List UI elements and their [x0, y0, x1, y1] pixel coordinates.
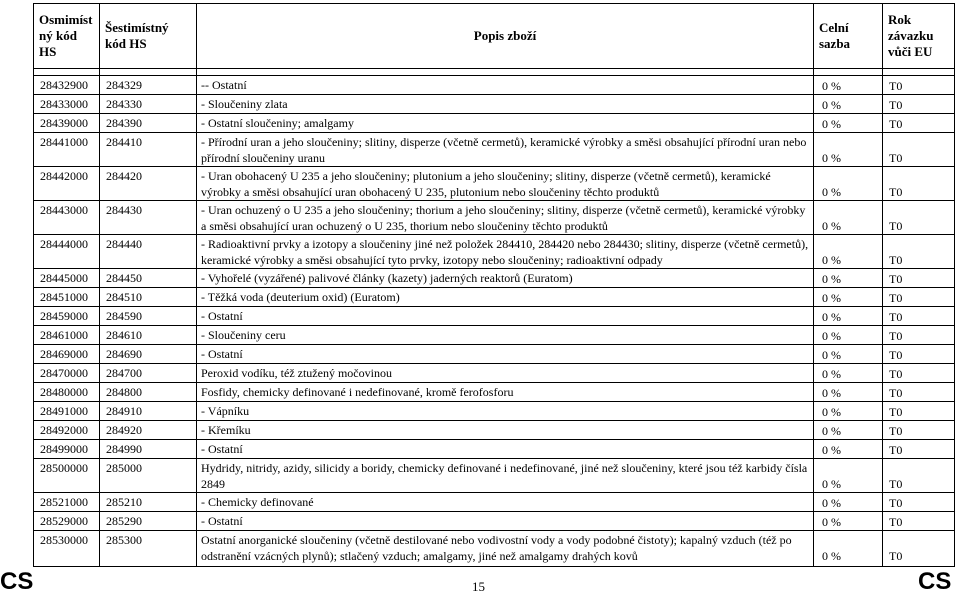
cn-code-cell: 28439000: [34, 114, 100, 133]
staging-cell: T0: [883, 235, 955, 269]
staging-cell: T0: [883, 167, 955, 201]
cn-code-cell: 28499000: [34, 440, 100, 459]
cn-code-cell: 28530000: [34, 531, 100, 567]
table-row: [34, 531, 955, 567]
description-cell: - Přírodní uran a jeho sloučeniny; slitiny, disperze (včetně cermetů), keramické výrobky a směsi obsahující přírodní uran nebo přírodní sloučeniny uranu: [197, 133, 814, 167]
spacer-row: [34, 69, 955, 76]
description-cell: Fosfidy, chemicky definované i nedefinované, kromě ferofosforu: [197, 383, 814, 402]
table-row: [34, 133, 955, 167]
description-cell: - Chemicky definované: [197, 493, 814, 512]
staging-cell: T0: [883, 133, 955, 167]
description-cell: - Vyhořelé (vyzářené) palivové články (kazety) jaderných reaktorů (Euratom): [197, 269, 814, 288]
table-row: [34, 235, 955, 269]
duty-rate-cell: 0 %: [814, 531, 883, 567]
hs-code-cell: 284430: [100, 201, 197, 235]
hs-code-cell: 284510: [100, 288, 197, 307]
hs-code-cell: 284450: [100, 269, 197, 288]
header-row: [34, 4, 955, 69]
duty-rate-cell: 0 %: [814, 269, 883, 288]
cn-code-cell: 28491000: [34, 402, 100, 421]
hs-code-cell: 285290: [100, 512, 197, 531]
header-cn-code: Osmimíst ný kód HS: [34, 4, 100, 69]
description-cell: - Ostatní: [197, 345, 814, 364]
staging-cell: T0: [883, 440, 955, 459]
description-cell: - Ostatní: [197, 440, 814, 459]
cn-code-cell: 28470000: [34, 364, 100, 383]
hs-code-cell: 284329: [100, 76, 197, 95]
description-cell: - Uran obohacený U 235 a jeho sloučeniny; plutonium a jeho sloučeniny; slitiny, disperze (včetně cermetů), keramické výrobky a směsi obsahující uran obohacený U 235, plutonium nebo sloučeniny těchto produktů: [197, 167, 814, 201]
table-body: [34, 69, 955, 567]
header-duty-rate: Celní sazba: [814, 4, 883, 69]
hs-code-cell: 284990: [100, 440, 197, 459]
table-row: [34, 440, 955, 459]
description-cell: Hydridy, nitridy, azidy, silicidy a boridy, chemicky definované i nedefinované, jiné než sloučeniny, které jsou též karbidy čísla 2849: [197, 459, 814, 493]
staging-cell: T0: [883, 307, 955, 326]
description-cell: -- Ostatní: [197, 76, 814, 95]
description-cell: - Uran ochuzený o U 235 a jeho sloučeniny; thorium a jeho sloučeniny; slitiny, disperze (včetně cermetů), keramické výrobky a směsi obsahující uran ochuzený o U 235, thorium nebo sloučeniny těchto produktů: [197, 201, 814, 235]
cn-code-cell: 28492000: [34, 421, 100, 440]
table-row: [34, 402, 955, 421]
staging-cell: T0: [883, 269, 955, 288]
staging-cell: T0: [883, 114, 955, 133]
staging-cell: T0: [883, 76, 955, 95]
table-row: [34, 307, 955, 326]
staging-cell: T0: [883, 421, 955, 440]
description-cell: Peroxid vodíku, též ztužený močovinou: [197, 364, 814, 383]
duty-rate-cell: 0 %: [814, 133, 883, 167]
cn-code-cell: 28469000: [34, 345, 100, 364]
duty-rate-cell: 0 %: [814, 114, 883, 133]
table-row: [34, 95, 955, 114]
duty-rate-cell: 0 %: [814, 459, 883, 493]
duty-rate-cell: 0 %: [814, 326, 883, 345]
duty-rate-cell: 0 %: [814, 288, 883, 307]
staging-cell: T0: [883, 364, 955, 383]
duty-rate-cell: 0 %: [814, 307, 883, 326]
table-row: [34, 421, 955, 440]
cn-code-cell: 28461000: [34, 326, 100, 345]
staging-cell: T0: [883, 288, 955, 307]
hs-code-cell: 285300: [100, 531, 197, 567]
duty-rate-cell: 0 %: [814, 95, 883, 114]
staging-cell: T0: [883, 402, 955, 421]
duty-rate-cell: 0 %: [814, 493, 883, 512]
duty-rate-cell: 0 %: [814, 235, 883, 269]
table-row: [34, 269, 955, 288]
footer-lang-right: CS: [918, 568, 952, 595]
table-row: [34, 459, 955, 493]
cn-code-cell: 28459000: [34, 307, 100, 326]
table-row: [34, 383, 955, 402]
page-number: 15: [472, 579, 485, 594]
cn-code-cell: 28442000: [34, 167, 100, 201]
hs-code-cell: 285000: [100, 459, 197, 493]
staging-cell: T0: [883, 459, 955, 493]
duty-rate-cell: 0 %: [814, 345, 883, 364]
header-staging: Rok závazku vůči EU: [883, 4, 955, 69]
cn-code-cell: 28443000: [34, 201, 100, 235]
description-cell: - Sloučeniny zlata: [197, 95, 814, 114]
cn-code-cell: 28444000: [34, 235, 100, 269]
hs-code-cell: 284690: [100, 345, 197, 364]
duty-rate-cell: 0 %: [814, 76, 883, 95]
staging-cell: T0: [883, 493, 955, 512]
duty-rate-cell: 0 %: [814, 512, 883, 531]
description-cell: - Ostatní sloučeniny; amalgamy: [197, 114, 814, 133]
description-cell: Ostatní anorganické sloučeniny (včetně destilované nebo vodivostní vody a vody podobné čistoty); kapalný vzduch (též po odstranění vzácných plynů); stlačený vzduch; amalgamy, jiné než amalgamy drahých kovů: [197, 531, 814, 567]
staging-cell: T0: [883, 383, 955, 402]
cn-code-cell: 28441000: [34, 133, 100, 167]
hs-code-cell: 284910: [100, 402, 197, 421]
hs-code-cell: 284700: [100, 364, 197, 383]
description-cell: - Sloučeniny ceru: [197, 326, 814, 345]
description-cell: - Těžká voda (deuterium oxid) (Euratom): [197, 288, 814, 307]
hs-code-cell: 284420: [100, 167, 197, 201]
duty-rate-cell: 0 %: [814, 421, 883, 440]
hs-code-cell: 284920: [100, 421, 197, 440]
hs-code-cell: 285210: [100, 493, 197, 512]
cn-code-cell: 28500000: [34, 459, 100, 493]
duty-rate-cell: 0 %: [814, 201, 883, 235]
table-row: [34, 288, 955, 307]
table-row: [34, 512, 955, 531]
table-row: [34, 345, 955, 364]
hs-code-cell: 284610: [100, 326, 197, 345]
cn-code-cell: 28529000: [34, 512, 100, 531]
hs-code-cell: 284800: [100, 383, 197, 402]
duty-rate-cell: 0 %: [814, 402, 883, 421]
description-cell: - Vápníku: [197, 402, 814, 421]
cn-code-cell: 28480000: [34, 383, 100, 402]
hs-code-cell: 284590: [100, 307, 197, 326]
staging-cell: T0: [883, 326, 955, 345]
table-row: [34, 167, 955, 201]
staging-cell: T0: [883, 512, 955, 531]
header-description: Popis zboží: [197, 4, 814, 69]
hs-code-cell: 284390: [100, 114, 197, 133]
description-cell: - Křemíku: [197, 421, 814, 440]
table-row: [34, 326, 955, 345]
hs-code-cell: 284410: [100, 133, 197, 167]
cn-code-cell: 28521000: [34, 493, 100, 512]
duty-rate-cell: 0 %: [814, 440, 883, 459]
duty-rate-cell: 0 %: [814, 167, 883, 201]
table-row: [34, 364, 955, 383]
hs-code-cell: 284440: [100, 235, 197, 269]
description-cell: - Radioaktivní prvky a izotopy a sloučeniny jiné než položek 284410, 284420 nebo 284430; slitiny, disperze (včetně cermetů), keramické výrobky a směsi obsahující tyto prvky, izotopy nebo sloučeniny; radioaktivní odpady: [197, 235, 814, 269]
cn-code-cell: 28451000: [34, 288, 100, 307]
cn-code-cell: 28433000: [34, 95, 100, 114]
cn-code-cell: 28445000: [34, 269, 100, 288]
table-row: [34, 114, 955, 133]
table-row: [34, 76, 955, 95]
table-row: [34, 201, 955, 235]
description-cell: - Ostatní: [197, 307, 814, 326]
duty-rate-cell: 0 %: [814, 383, 883, 402]
hs-code-cell: 284330: [100, 95, 197, 114]
description-cell: - Ostatní: [197, 512, 814, 531]
table-row: [34, 493, 955, 512]
staging-cell: T0: [883, 201, 955, 235]
duty-rate-cell: 0 %: [814, 364, 883, 383]
tariff-table: [33, 3, 955, 567]
staging-cell: T0: [883, 95, 955, 114]
footer-lang-left: CS: [0, 568, 34, 595]
header-hs-code: Šestimístný kód HS: [100, 4, 197, 69]
staging-cell: T0: [883, 531, 955, 567]
staging-cell: T0: [883, 345, 955, 364]
cn-code-cell: 28432900: [34, 76, 100, 95]
